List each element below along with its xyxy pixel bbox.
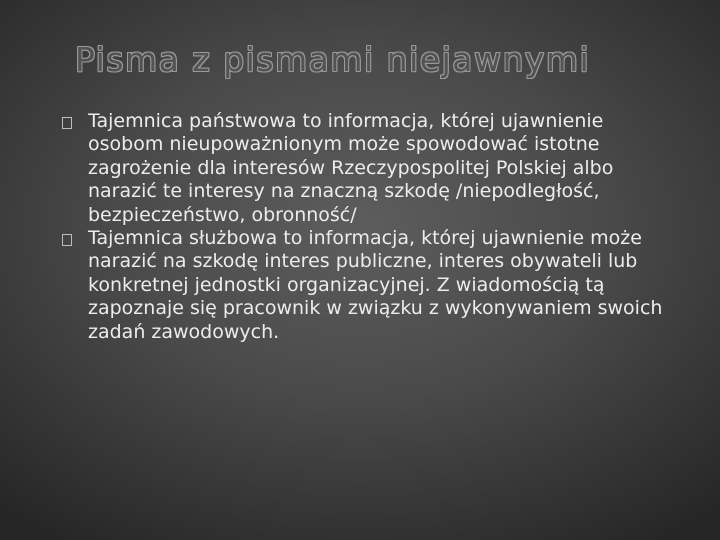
bullet-item-state-secret [62,110,667,227]
bullet-item-service-secret [62,227,667,344]
bullet-text-state-secret: Tajemnica państwowa to informacja, której ujawnienie osobom nieupoważnionym może spowodować istotne zagrożenie dla interesów Rzeczypospolitej Polskiej albo narazić te interesy na znaczną szkodę /niepodległość, bezpieczeństwo, obronność/ [88,110,614,226]
bullet-text-service-secret: Tajemnica służbowa to informacja, której ujawnienie może narazić na szkodę interes publiczne, interes obywateli lub konkretnej jednostki organizacyjnej. Z wiadomością tą zapoznaje się pracownik w związku z wykonywaniem swoich zadań zawodowych. [88,227,663,343]
empty-square-bullet-icon [62,117,72,129]
empty-square-bullet-icon [62,234,72,246]
bullet-list [62,110,667,344]
slide-title: Pisma z pismami niejawnymi [75,40,591,79]
